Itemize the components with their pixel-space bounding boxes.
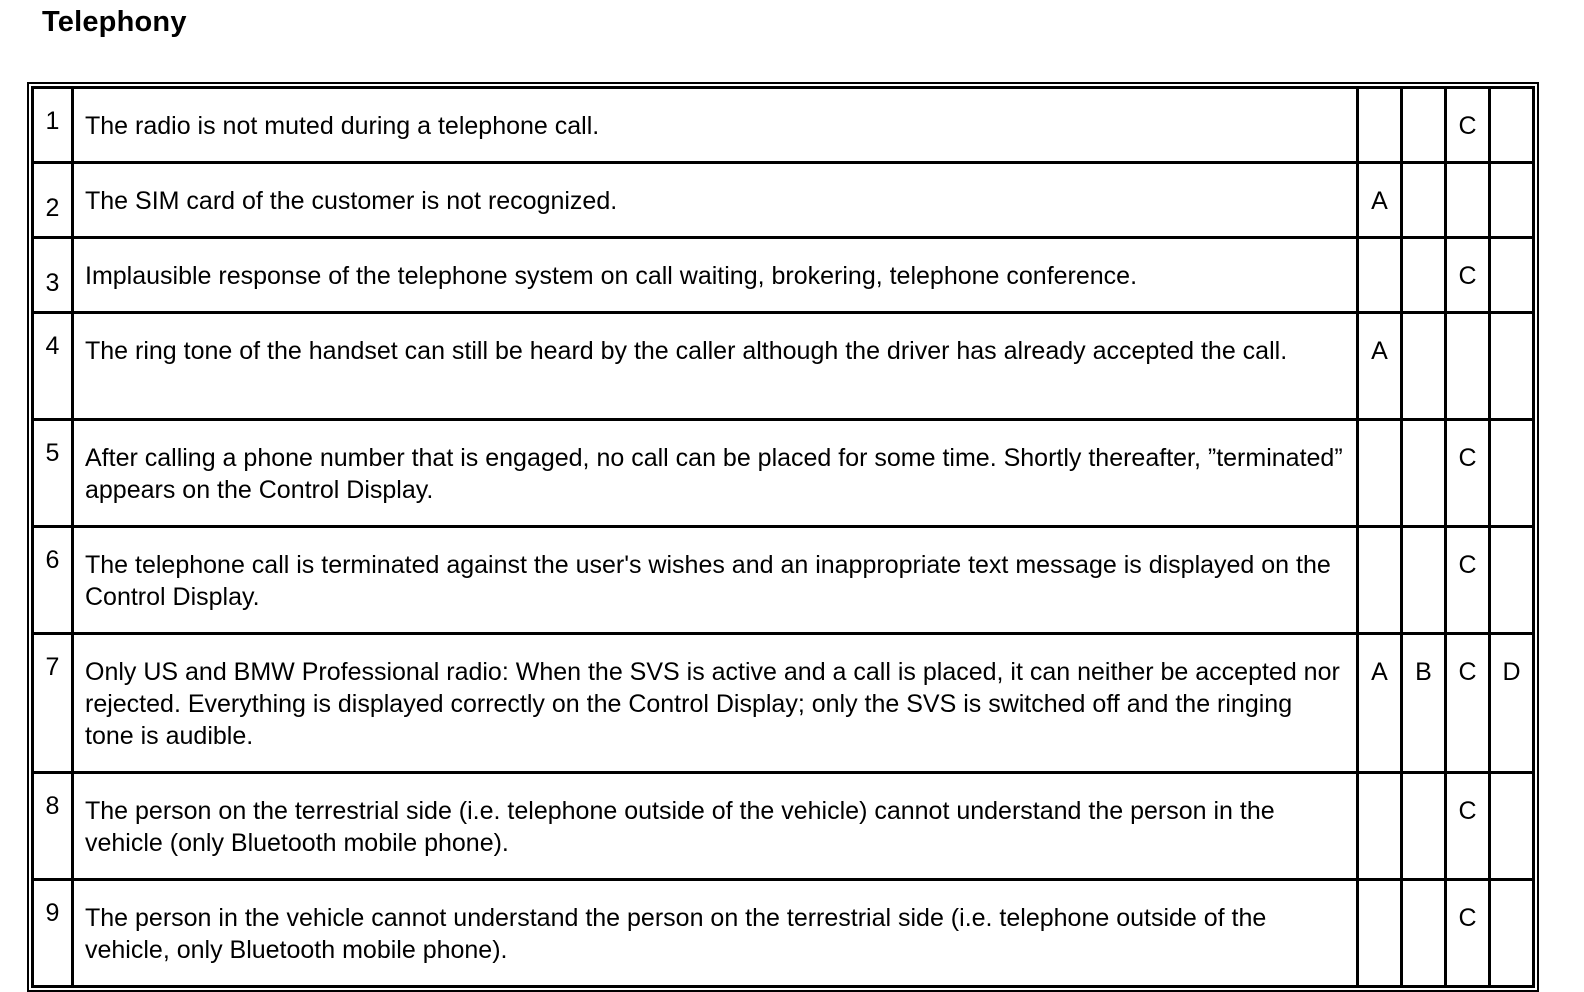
row-description: The person on the terrestrial side (i.e. telephone outside of the vehicle) cannot understand the person in the vehicle (only Bluetooth mobile phone). xyxy=(73,773,1358,880)
row-number: 5 xyxy=(33,420,73,527)
flag-d xyxy=(1490,163,1534,238)
flag-c: C xyxy=(1446,880,1490,987)
flag-a xyxy=(1358,880,1402,987)
flag-d xyxy=(1490,527,1534,634)
flag-b xyxy=(1402,88,1446,163)
flag-b xyxy=(1402,313,1446,420)
row-number: 6 xyxy=(33,527,73,634)
row-number: 4 xyxy=(33,313,73,420)
flag-d: D xyxy=(1490,634,1534,773)
page-title: Telephony xyxy=(42,6,187,38)
row-description: The telephone call is terminated against the user's wishes and an inappropriate text message is displayed on the Control Display. xyxy=(73,527,1358,634)
table-row xyxy=(33,238,1534,313)
row-description: The person in the vehicle cannot understand the person on the terrestrial side (i.e. telephone outside of the vehicle, only Bluetooth mobile phone). xyxy=(73,880,1358,987)
flag-b xyxy=(1402,773,1446,880)
flag-c: C xyxy=(1446,88,1490,163)
flag-c: C xyxy=(1446,527,1490,634)
flag-c: C xyxy=(1446,634,1490,773)
row-number: 9 xyxy=(33,880,73,987)
issues-table-frame xyxy=(27,82,1539,992)
row-number: 8 xyxy=(33,773,73,880)
flag-b: B xyxy=(1402,634,1446,773)
flag-b xyxy=(1402,420,1446,527)
row-description: Only US and BMW Professional radio: When the SVS is active and a call is placed, it can neither be accepted nor rejected. Everything is displayed correctly on the Control Display; only the SVS is switched off and the ringing tone is audible. xyxy=(73,634,1358,773)
flag-d xyxy=(1490,238,1534,313)
flag-c xyxy=(1446,313,1490,420)
flag-d xyxy=(1490,880,1534,987)
table-row xyxy=(33,420,1534,527)
row-description: The radio is not muted during a telephone call. xyxy=(73,88,1358,163)
row-number: 1 xyxy=(33,88,73,163)
flag-a: A xyxy=(1358,634,1402,773)
flag-c: C xyxy=(1446,420,1490,527)
flag-d xyxy=(1490,88,1534,163)
flag-b xyxy=(1402,527,1446,634)
row-number: 3 xyxy=(33,238,73,313)
flag-d xyxy=(1490,773,1534,880)
flag-c xyxy=(1446,163,1490,238)
flag-a xyxy=(1358,773,1402,880)
row-description: Implausible response of the telephone system on call waiting, brokering, telephone conference. xyxy=(73,238,1358,313)
flag-c: C xyxy=(1446,238,1490,313)
row-number: 7 xyxy=(33,634,73,773)
flag-d xyxy=(1490,313,1534,420)
flag-a: A xyxy=(1358,163,1402,238)
flag-b xyxy=(1402,880,1446,987)
row-description: The ring tone of the handset can still be heard by the caller although the driver has already accepted the call. xyxy=(73,313,1358,420)
table-row xyxy=(33,163,1534,238)
row-description: After calling a phone number that is engaged, no call can be placed for some time. Shortly thereafter, ”terminated” appears on the Control Display. xyxy=(73,420,1358,527)
table-row xyxy=(33,527,1534,634)
table-row xyxy=(33,773,1534,880)
flag-b xyxy=(1402,238,1446,313)
flag-d xyxy=(1490,420,1534,527)
table-row xyxy=(33,634,1534,773)
flag-c: C xyxy=(1446,773,1490,880)
flag-b xyxy=(1402,163,1446,238)
flag-a xyxy=(1358,420,1402,527)
flag-a xyxy=(1358,238,1402,313)
row-description: The SIM card of the customer is not recognized. xyxy=(73,163,1358,238)
flag-a xyxy=(1358,88,1402,163)
table-row xyxy=(33,313,1534,420)
flag-a: A xyxy=(1358,313,1402,420)
flag-a xyxy=(1358,527,1402,634)
table-row xyxy=(33,88,1534,163)
issues-table xyxy=(31,86,1535,988)
row-number: 2 xyxy=(33,163,73,238)
table-row xyxy=(33,880,1534,987)
